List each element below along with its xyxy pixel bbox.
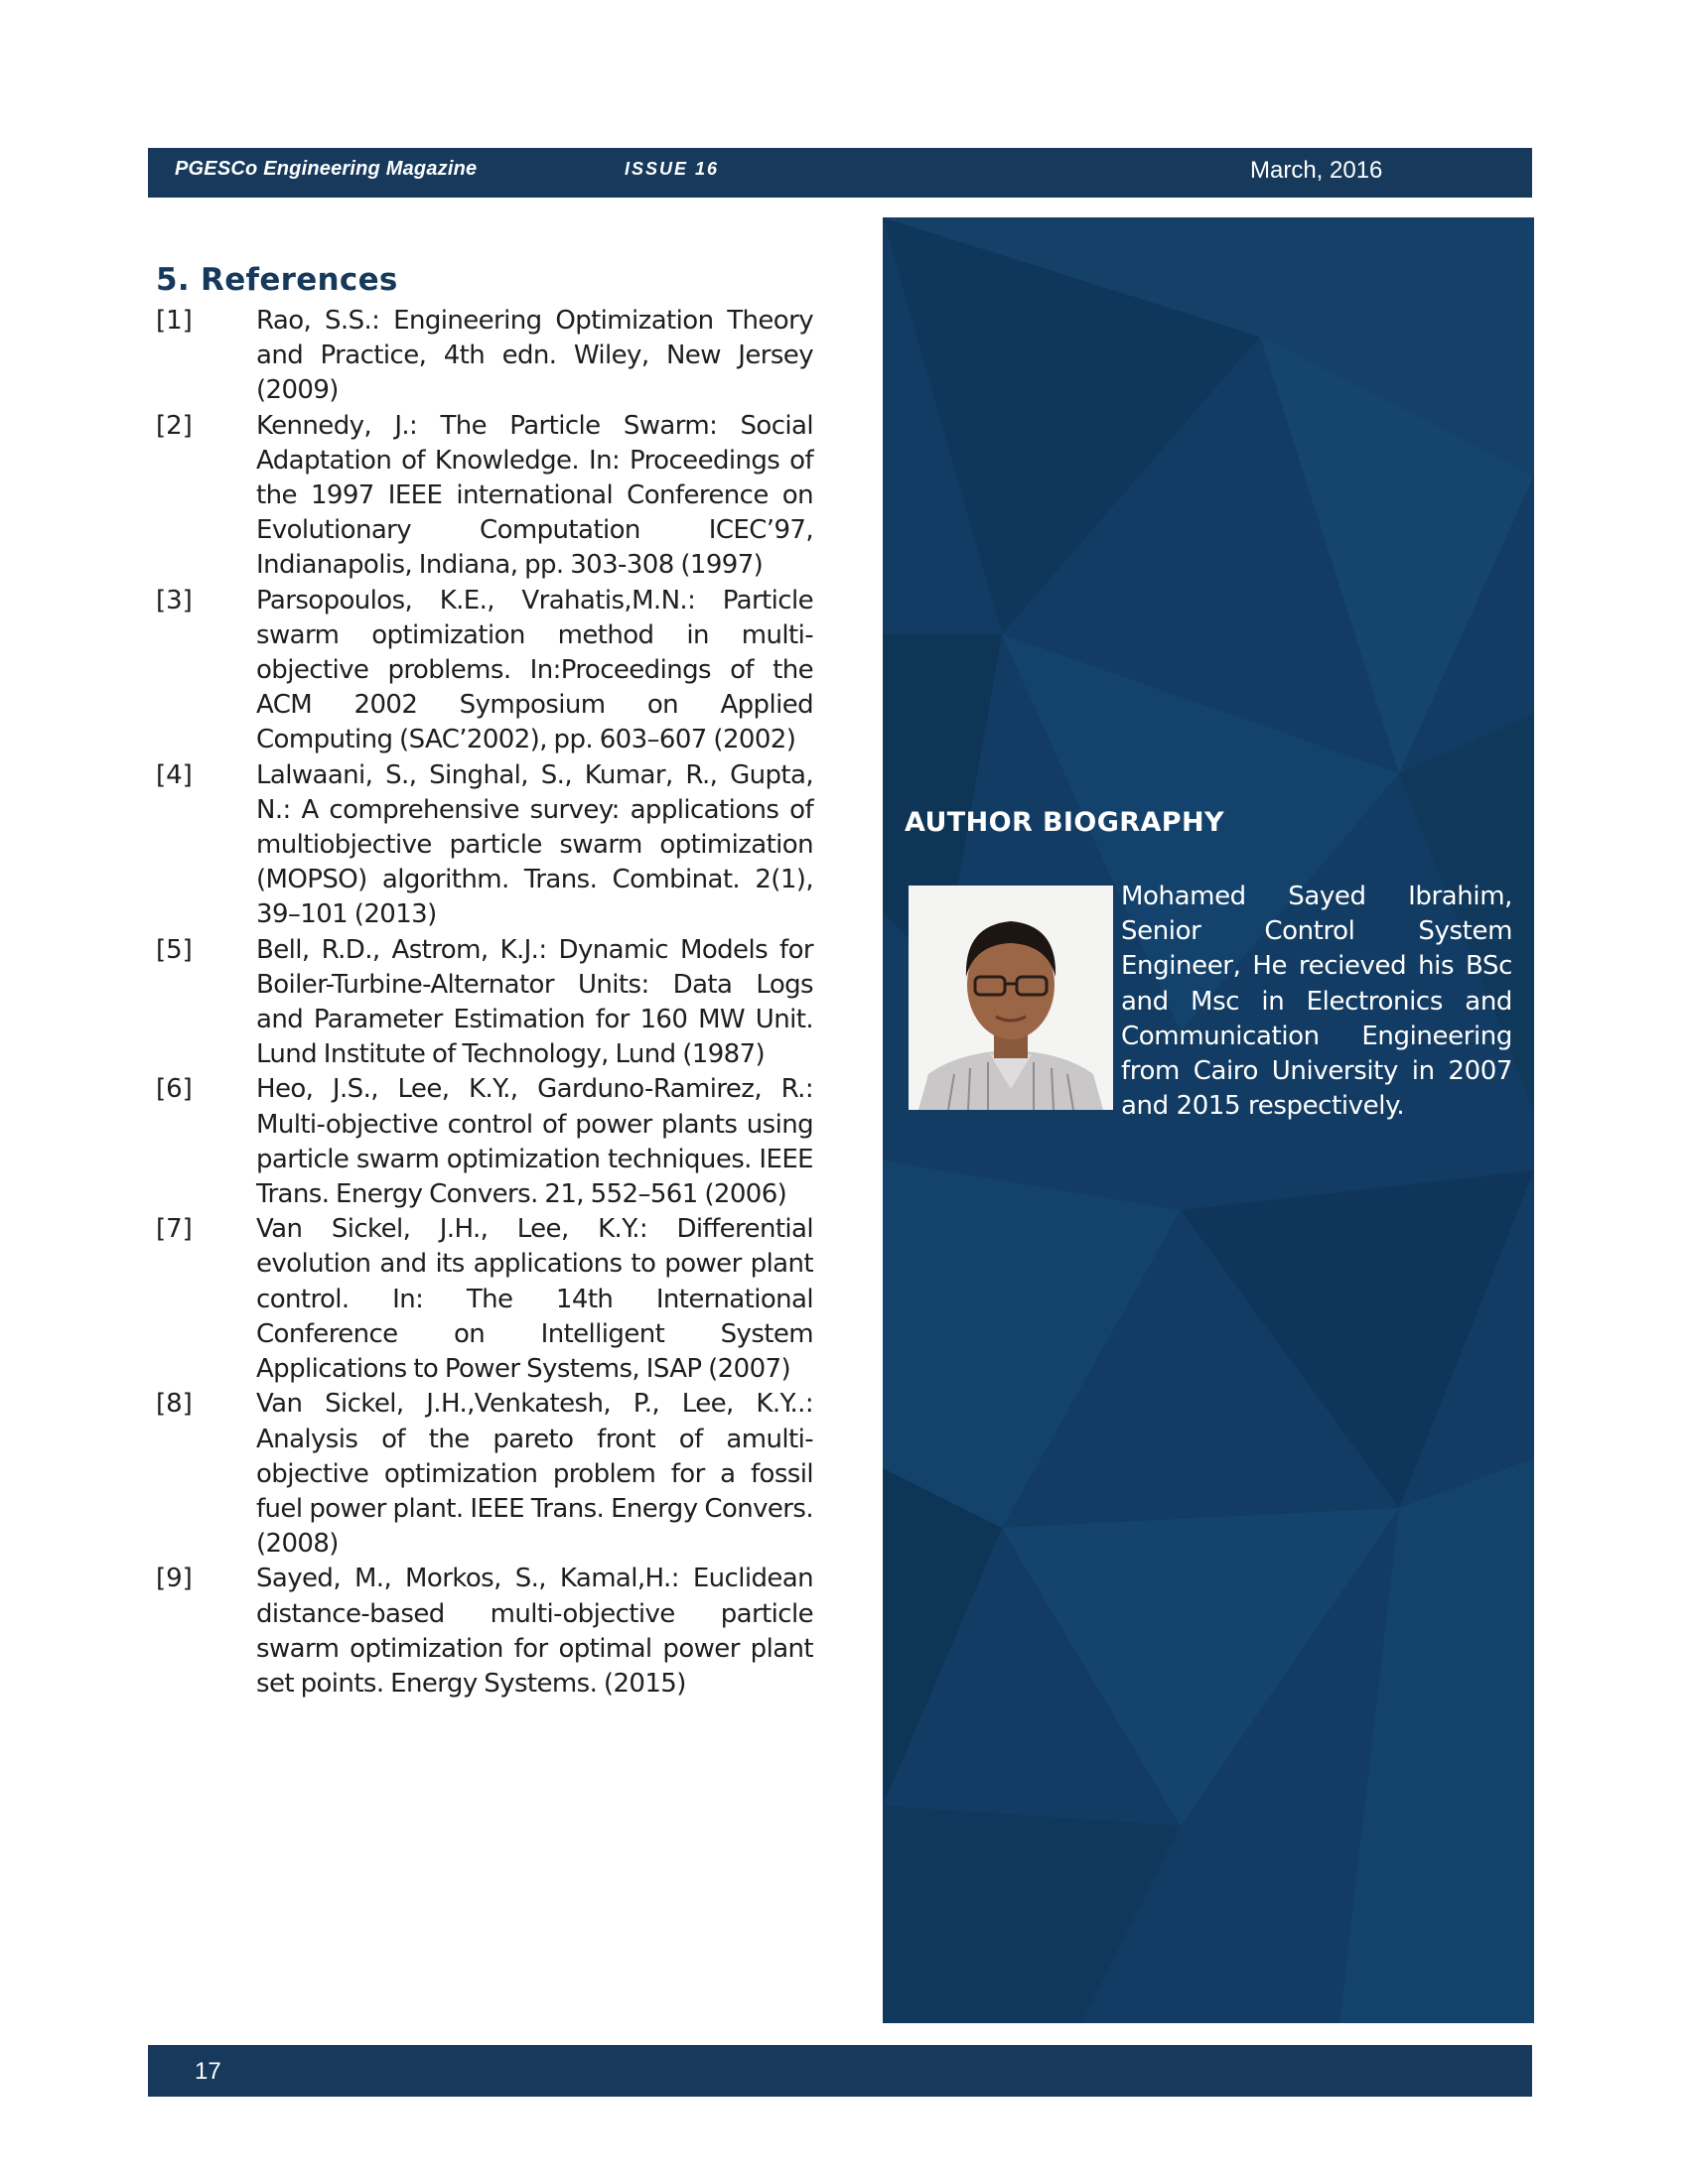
references-heading: 5. References — [156, 262, 398, 298]
reference-number: [4] — [156, 759, 193, 790]
reference-number: [2] — [156, 410, 193, 441]
author-biography-heading: AUTHOR BIOGRAPHY — [905, 807, 1224, 838]
issue-label: ISSUE 16 — [625, 159, 720, 179]
reference-item — [156, 584, 813, 758]
reference-text: Bell, R.D., Astrom, K.J.: Dynamic Models for Boiler-Turbine-Alternator Units: Data Logs and Parameter Estimation for 160 MW Unit. Lund Institute of Technology, Lund (1987) — [256, 934, 813, 1070]
reference-text: Lalwaani, S., Singhal, S., Kumar, R., Gupta, N.: A comprehensive survey: applications of multiobjective particle swarm optimization (MOPSO) algorithm. Trans. Combinat. 2(1), 39–101 (2013) — [256, 759, 813, 930]
footer-bar — [148, 2045, 1532, 2097]
reference-text: Parsopoulos, K.E., Vrahatis,M.N.: Particle swarm optimization method in multi-objective problems. In:Proceedings of the ACM 2002 Symposium on Applied Computing (SAC’2002), pp. 603–607 (2002) — [256, 585, 813, 755]
reference-item — [156, 304, 813, 409]
reference-number: [3] — [156, 585, 193, 615]
reference-item — [156, 1212, 813, 1387]
reference-text: Sayed, M., Morkos, S., Kamal,H.: Euclidean distance-based multi-objective particle swarm optimization for optimal power plant set points. Energy Systems. (2015) — [256, 1564, 813, 1699]
reference-item — [156, 1072, 813, 1212]
reference-item — [156, 758, 813, 933]
reference-text: Van Sickel, J.H.,Venkatesh, P., Lee, K.Y..: Analysis of the pareto front of amulti-objective optimization problem for a fossil fuel power plant. IEEE Trans. Energy Convers. (2008) — [256, 1389, 813, 1560]
reference-number: [1] — [156, 306, 193, 336]
magazine-title: PGESCo Engineering Magazine — [175, 158, 478, 180]
reference-text: Kennedy, J.: The Particle Swarm: Social Adaptation of Knowledge. In: Proceedings of the 1997 IEEE international Conference on Evolutionary Computation ICEC’97, Indianapolis, Indiana, pp. 303-308 (1997) — [256, 410, 813, 581]
reference-number: [5] — [156, 934, 193, 965]
reference-item — [156, 933, 813, 1073]
reference-number: [6] — [156, 1074, 193, 1105]
reference-text: Heo, J.S., Lee, K.Y., Garduno-Ramirez, R.: Multi-objective control of power plants using particle swarm optimization techniques. IEEE Trans. Energy Convers. 21, 552–561 (2006) — [256, 1074, 813, 1210]
reference-number: [9] — [156, 1564, 193, 1594]
reference-number: [7] — [156, 1214, 193, 1245]
author-photo — [909, 886, 1113, 1110]
issue-date: March, 2016 — [1250, 157, 1383, 184]
reference-item — [156, 1562, 813, 1702]
author-panel — [883, 217, 1534, 2023]
references-column — [156, 262, 813, 1702]
reference-text: Rao, S.S.: Engineering Optimization Theory and Practice, 4th edn. Wiley, New Jersey (2009) — [256, 306, 813, 406]
page-number: 17 — [195, 2058, 221, 2085]
author-bio-text: Mohamed Sayed Ibrahim, Senior Control System Engineer, He recieved his BSc and Msc in Electronics and Communication Engineering from Cairo University in 2007 and 2015 respectively. — [1121, 882, 1512, 1122]
reference-text: Van Sickel, J.H., Lee, K.Y.: Differential evolution and its applications to power plant control. In: The 14th International Conference on Intelligent System Applications to Power Systems, ISAP (2007) — [256, 1214, 813, 1385]
reference-list — [156, 304, 813, 1702]
header-bar — [148, 148, 1532, 198]
reference-item — [156, 409, 813, 584]
reference-item — [156, 1387, 813, 1562]
reference-number: [8] — [156, 1389, 193, 1420]
